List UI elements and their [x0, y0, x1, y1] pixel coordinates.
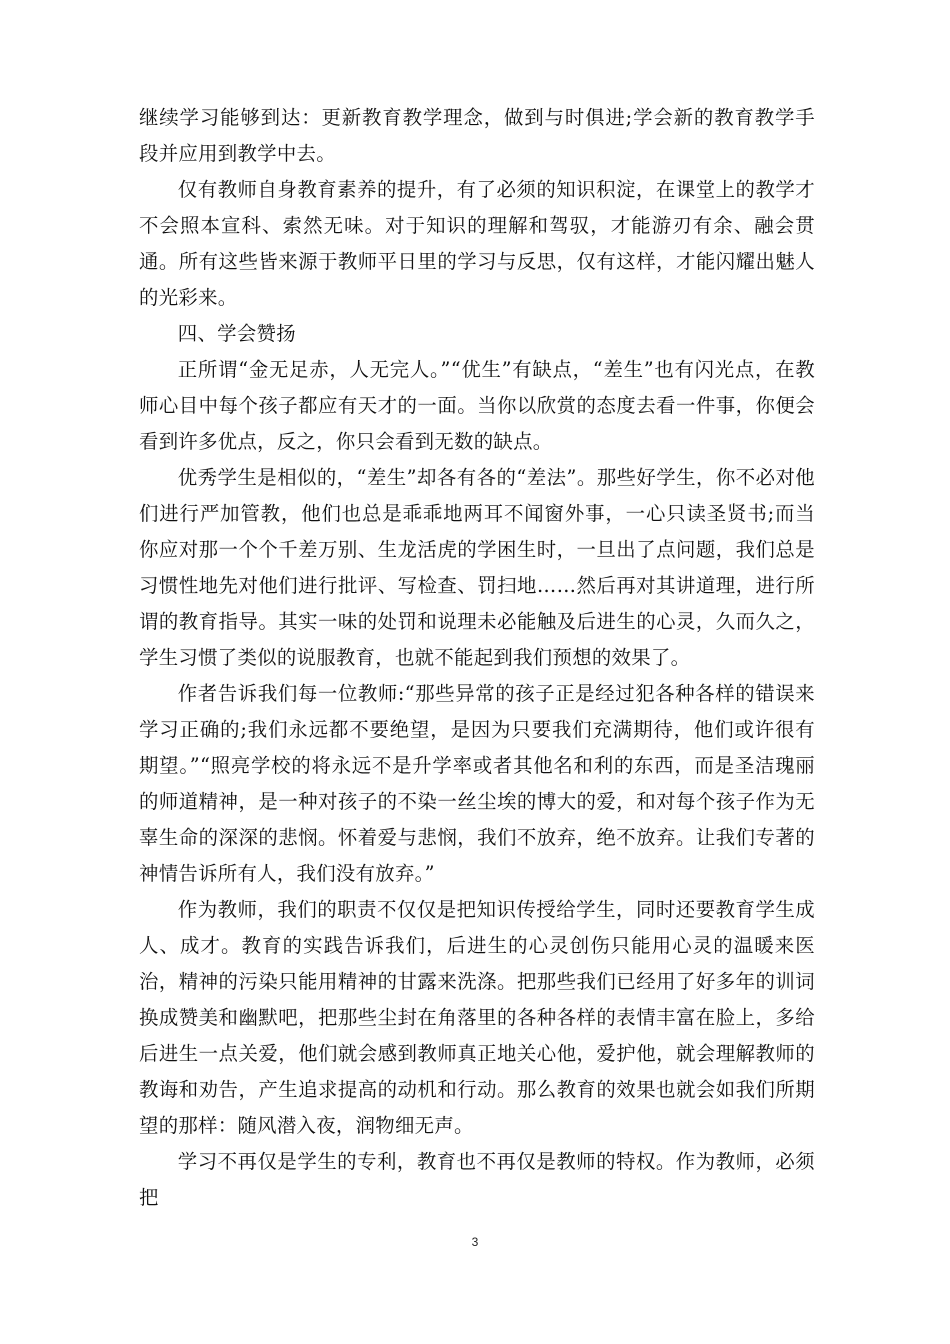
- paragraph: 仅有教师自身教育素养的提升，有了必须的知识积淀，在课堂上的教学才不会照本宣科、索然无味。对于知识的理解和驾驭，才能游刃有余、融会贯通。所有这些皆来源于教师平日里的学习与反思，仅有这样，才能闪耀出魅人的光彩来。: [139, 178, 815, 309]
- section-heading: 四、学会赞扬: [177, 322, 296, 345]
- paragraph-continuation: 继续学习能够到达：更新教育教学理念，做到与时俱进;学会新的教育教学手段并应用到教学中去。: [139, 106, 815, 165]
- paragraph: 学习不再仅是学生的专利，教育也不再仅是教师的特权。作为教师，必须把: [139, 1150, 815, 1209]
- paragraph: 优秀学生是相似的，“差生”却各有各的“差法”。那些好学生，你不必对他们进行严加管教，他们也总是乖乖地两耳不闻窗外事，一心只读圣贤书;而当你应对那一个个千差万别、生龙活虎的学困生时，一旦出了点问题，我们总是习惯性地先对他们进行批评、写检查、罚扫地……然后再对其讲道理，进行所谓的教育指导。其实一味的处罚和说理未必能触及后进生的心灵，久而久之，学生习惯了类似的说服教育，也就不能起到我们预想的效果了。: [139, 466, 815, 669]
- paragraph: 正所谓“金无足赤，人无完人。”“优生”有缺点，“差生”也有闪光点，在教师心目中每个孩子都应有天才的一面。当你以欣赏的态度去看一件事，你便会看到许多优点，反之，你只会看到无数的缺点。: [139, 358, 815, 453]
- paragraph: 作为教师，我们的职责不仅仅是把知识传授给学生，同时还要教育学生成人、成才。教育的实践告诉我们，后进生的心灵创伤只能用心灵的温暖来医治，精神的污染只能用精神的甘露来洗涤。把那些我们已经用了好多年的训词换成赞美和幽默吧，把那些尘封在角落里的各种各样的表情丰富在脸上，多给后进生一点关爱，他们就会感到教师真正地关心他，爱护他，就会理解教师的教诲和劝告，产生追求提高的动机和行动。那么教育的效果也就会如我们所期望的那样：随风潜入夜，润物细无声。: [139, 898, 815, 1137]
- body-text: [139, 100, 815, 1216]
- page-number: 3: [471, 1235, 479, 1249]
- paragraph: 作者告诉我们每一位教师:“那些异常的孩子正是经过犯各种各样的错误来学习正确的;我们永远都不要绝望，是因为只要我们充满期待，他们或许很有期望。”“照亮学校的将永远不是升学率或者其他名和利的东西，而是圣洁瑰丽的师道精神，是一种对孩子的不染一丝尘埃的博大的爱，和对每个孩子作为无辜生命的深深的悲悯。怀着爱与悲悯，我们不放弃，绝不放弃。让我们专著的神情告诉所有人，我们没有放弃。”: [139, 682, 815, 885]
